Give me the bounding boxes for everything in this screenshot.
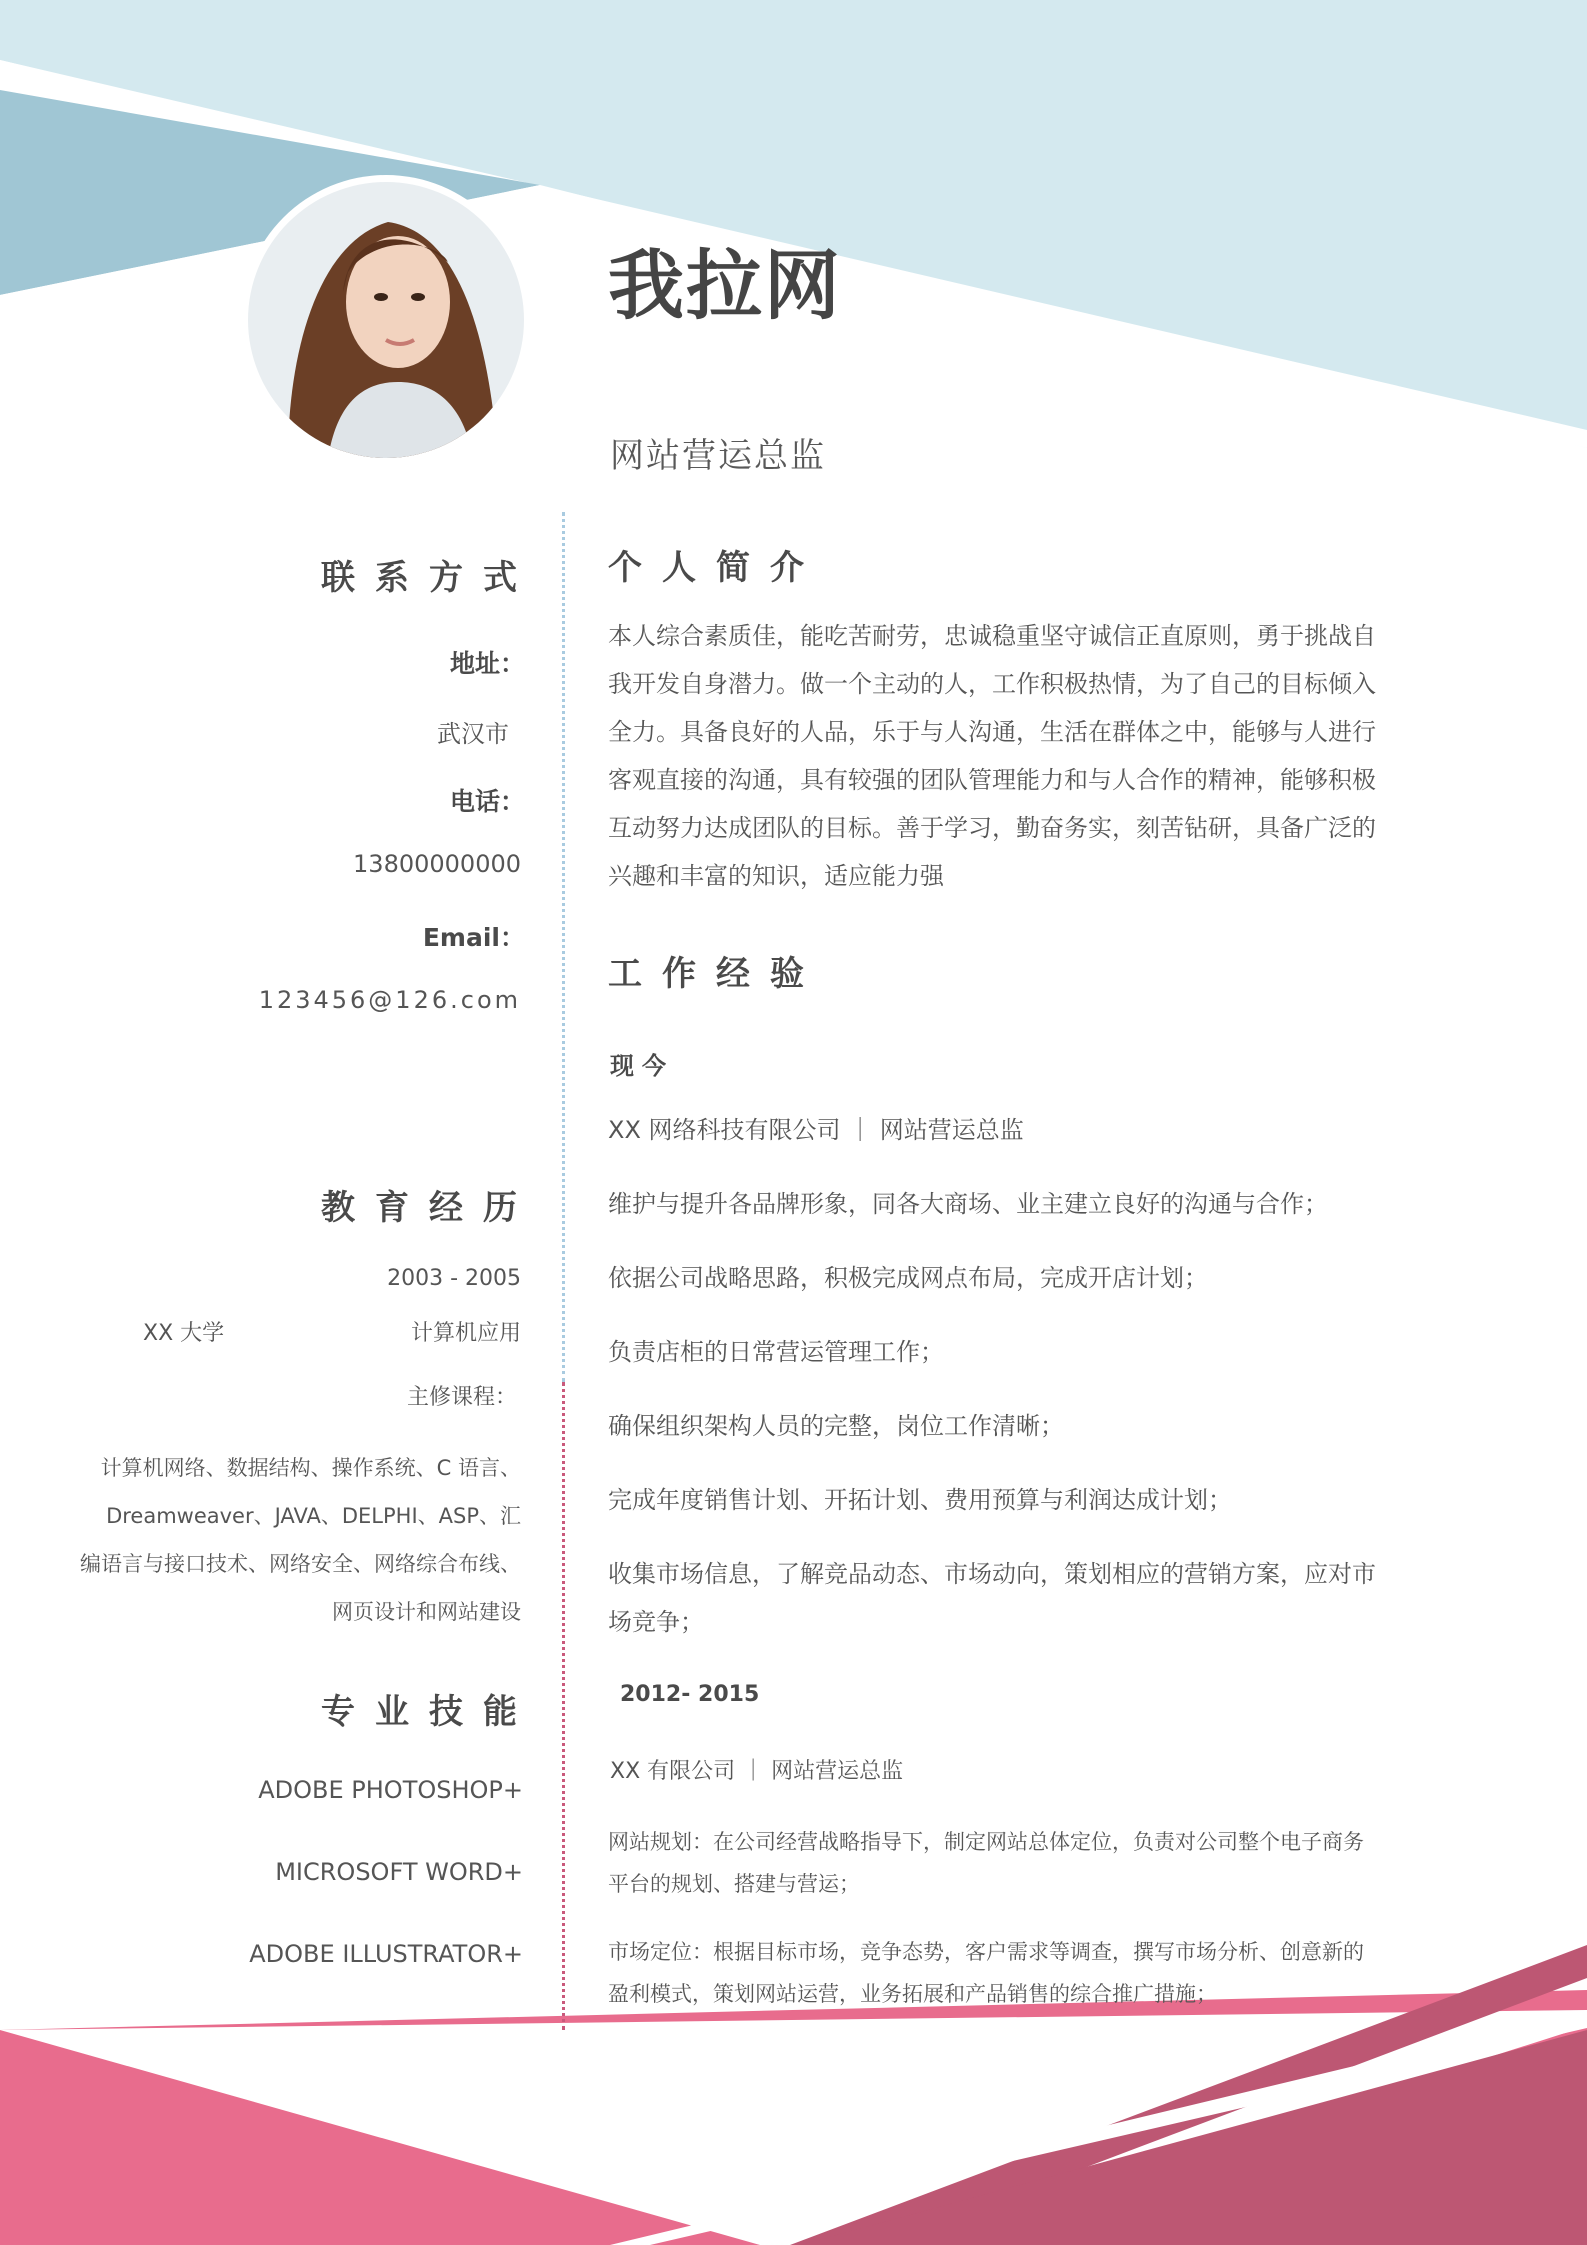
- job-duty: 平台的规划、搭建与营运；: [608, 1872, 860, 1896]
- education-school: XX 大学: [143, 1321, 225, 1346]
- courses-line: Dreamweaver、JAVA、DELPHI、ASP、汇: [106, 1504, 521, 1528]
- email-label: Email：: [422, 923, 525, 952]
- profile-line: 客观直接的沟通，具有较强的团队管理能力和与人合作的精神，能够积极: [608, 766, 1376, 794]
- profile-heading: 个人简介: [608, 548, 824, 588]
- education-years: 2003 - 2005: [387, 1266, 521, 1291]
- profile-line: 全力。具备良好的人品，乐于与人沟通，生活在群体之中，能够与人进行: [608, 718, 1376, 746]
- courses-list: [51, 1444, 521, 1636]
- job-duty: 市场定位：根据目标市场，竞争态势，客户需求等调查，撰写市场分析、创意新的: [608, 1940, 1364, 1964]
- phone-label: 电话：: [449, 787, 525, 816]
- contact-heading: 联系方式: [321, 558, 537, 598]
- education-heading: 教育经历: [321, 1188, 537, 1228]
- email-value: 123456@126.com: [258, 986, 521, 1014]
- job-duty: 盈利模式，策划网站运营，业务拓展和产品销售的综合推广措施；: [608, 1982, 1217, 2006]
- profile-text: [608, 612, 1428, 900]
- skills-heading: 专业技能: [321, 1692, 537, 1732]
- job-company: XX 网络科技有限公司 ｜ 网站营运总监: [608, 1116, 1024, 1144]
- job-duty: 完成年度销售计划、开拓计划、费用预算与利润达成计划；: [608, 1486, 1232, 1514]
- job-company: XX 有限公司 ｜ 网站营运总监: [610, 1759, 904, 1784]
- job-period: 2012- 2015: [620, 1682, 760, 1707]
- address-label: 地址：: [449, 649, 525, 678]
- job-period: 现今: [610, 1052, 674, 1080]
- profile-line: 我开发自身潜力。做一个主动的人，工作积极热情，为了自己的目标倾入: [608, 670, 1376, 698]
- job-duty: 场竞争；: [608, 1608, 704, 1636]
- address-value: 武汉市: [437, 720, 509, 748]
- avatar: [248, 182, 524, 458]
- job-duty: 网站规划：在公司经营战略指导下，制定网站总体定位，负责对公司整个电子商务: [608, 1830, 1364, 1854]
- job-duty: 确保组织架构人员的完整，岗位工作清晰；: [608, 1412, 1064, 1440]
- profile-line: 本人综合素质佳，能吃苦耐劳，忠诚稳重坚守诚信正直原则，勇于挑战自: [608, 622, 1376, 650]
- column-divider-bottom: [562, 1382, 565, 2030]
- job-duty: 负责店柜的日常营运管理工作；: [608, 1338, 944, 1366]
- person-name: 我拉网: [608, 241, 842, 330]
- courses-label: 主修课程：: [406, 1385, 517, 1410]
- job-duty: 依据公司战略思路，积极完成网点布局，完成开店计划；: [608, 1264, 1208, 1292]
- education-major: 计算机应用: [410, 1321, 521, 1346]
- job-title: 网站营运总监: [610, 436, 826, 476]
- profile-line: 互动努力达成团队的目标。善于学习，勤奋务实，刻苦钻研，具备广泛的: [608, 814, 1376, 842]
- phone-value: 13800000000: [353, 850, 521, 878]
- skill-item: ADOBE ILLUSTRATOR+: [249, 1940, 523, 1968]
- skill-item: MICROSOFT WORD+: [275, 1858, 523, 1886]
- courses-line: 计算机网络、数据结构、操作系统、C 语言、: [100, 1456, 521, 1480]
- profile-line: 兴趣和丰富的知识，适应能力强: [608, 862, 944, 890]
- job-duty: 收集市场信息，了解竞品动态、市场动向，策划相应的营销方案，应对市: [608, 1560, 1376, 1588]
- courses-line: 编语言与接口技术、网络安全、网络综合布线、: [80, 1552, 521, 1576]
- experience-heading: 工作经验: [608, 954, 824, 994]
- column-divider-top: [562, 512, 565, 1382]
- skill-item: ADOBE PHOTOSHOP+: [258, 1776, 523, 1804]
- avatar-portrait-icon: [248, 182, 524, 458]
- job-duty: 维护与提升各品牌形象，同各大商场、业主建立良好的沟通与合作；: [608, 1190, 1328, 1218]
- courses-line: 网页设计和网站建设: [332, 1600, 521, 1624]
